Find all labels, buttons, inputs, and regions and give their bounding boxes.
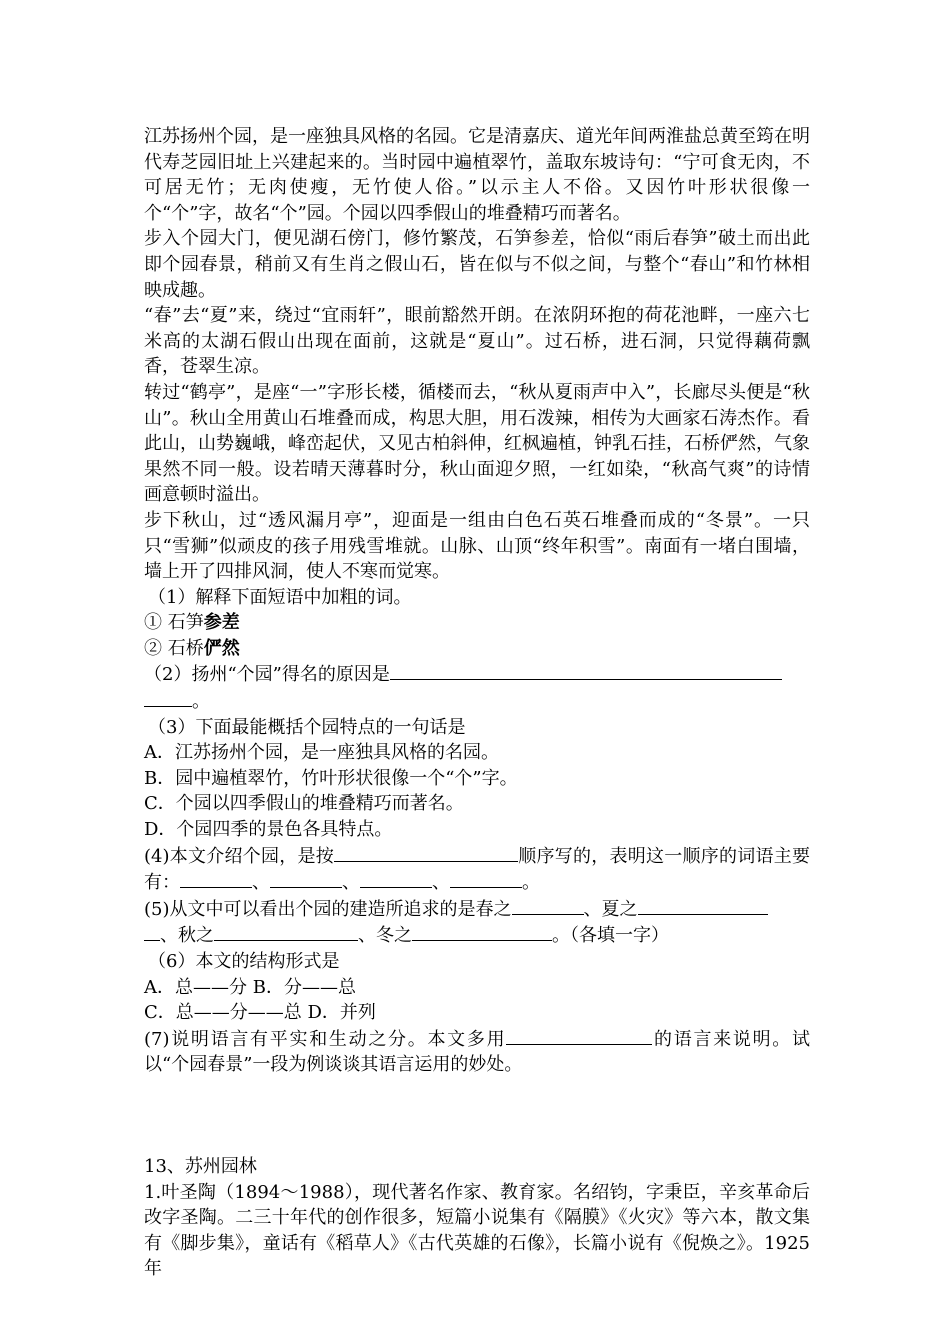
answer-blank[interactable] [390, 661, 782, 680]
article-paragraph: 江苏扬州个园，是一座独具风格的名园。它是清嘉庆、道光年间两淮盐总黄至筠在明代寿芝园旧址上兴建起来的。当时园中遍植翠竹，盖取东坡诗句：“宁可食无肉，不可居无竹；无肉使瘦，无竹使人俗。”以示主人不俗。又因竹叶形状很像一个“个”字，故名“个”园。个园以四季假山的堆叠精巧而著名。 [144, 126, 810, 224]
question-5: (5)从文中可以看出个园的建造所追求的是春之 、夏之 、秋之 、冬之 。（各填一字） [144, 896, 810, 949]
answer-blank[interactable] [512, 896, 584, 915]
article-paragraph: 步下秋山，过“透风漏月亭”，迎面是一组由白色石英石堆叠而成的“冬景”。一只只“雪狮”似顽皮的孩子用残雪堆就。山脉、山顶“终年积雪”。南面有一堵白围墙，墙上开了四排风洞，使人不寒而觉寒。 [144, 509, 810, 583]
answer-blank[interactable] [638, 896, 768, 915]
article-paragraph: “春”去“夏”来，绕过“宜雨轩”，眼前豁然开朗。在浓阴环抱的荷花池畔，一座六七米高的太湖石假山出现在面前，这就是“夏山”。过石桥，进石洞，只觉得藕荷飘香，苍翠生凉。 [144, 305, 810, 378]
answer-blank[interactable] [412, 922, 552, 941]
question-3-option-b: B．园中遍植翠竹，竹叶形状很像一个“个”字。 [144, 767, 518, 789]
section-title: 13、苏州园林 [144, 1155, 257, 1177]
answer-blank[interactable] [450, 869, 522, 888]
answer-blank[interactable] [144, 922, 160, 941]
question-6-options-cd: C．总——分——总 D．并列 [144, 1002, 376, 1024]
question-1-prompt: （1）解释下面短语中加粗的词。 [148, 586, 412, 608]
section-paragraph: 1.叶圣陶（1894～1988），现代著名作家、教育家。名绍钧，字秉臣，辛亥革命后改字圣陶。二三十年代的创作很多，短篇小说集有《隔膜》《火灾》等六本，散文集有《脚步集》，童话有《稻草人》《古代英雄的石像》，长篇小说有《倪焕之》。1925年 [144, 1181, 810, 1280]
question-3-option-d: D．个园四季的景色各具特点。 [144, 819, 393, 841]
question-4: (4)本文介绍个园，是按 顺序写的，表明这一顺序的词语主要有： 、 、 、 。 [144, 843, 810, 896]
answer-blank[interactable] [144, 688, 192, 707]
question-3-option-a: A．江苏扬州个园，是一座独具风格的名园。 [144, 742, 499, 764]
answer-blank[interactable] [334, 843, 518, 862]
answer-blank[interactable] [506, 1026, 652, 1045]
answer-blank[interactable] [360, 869, 432, 888]
question-6-options-ab: A．总——分 B．分——总 [144, 976, 356, 998]
question-1-item-1: ① 石笋参差 [144, 612, 240, 634]
question-3-prompt: （3）下面最能概括个园特点的一句话是 [148, 716, 466, 738]
article-paragraph: 转过“鹤亭”，是座“一”字形长楼，循楼而去，“秋从夏雨声中入”，长廊尽头便是“秋山”。秋山全用黄山石堆叠而成，构思大胆，用石泼辣，相传为大画家石涛杰作。看此山，山势巍峨，峰峦起伏，又见古柏斜伸，红枫遍植，钟乳石挂，石桥俨然，气象果然不同一般。设若晴天薄暮时分，秋山面迎夕照，一红如染，“秋高气爽”的诗情画意顿时溢出。 [144, 381, 810, 506]
question-1-item-2: ② 石桥俨然 [144, 637, 240, 659]
question-3-option-c: C．个园以四季假山的堆叠精巧而著名。 [144, 793, 464, 815]
answer-blank[interactable] [214, 922, 358, 941]
answer-blank[interactable] [270, 869, 342, 888]
question-7: (7)说明语言有平实和生动之分。本文多用 的语言来说明。试以“个园春景”一段为例谈谈其语言运用的妙处。 [144, 1026, 810, 1078]
question-2: （2）扬州“个园”得名的原因是 。 [144, 661, 810, 714]
answer-blank[interactable] [180, 869, 252, 888]
document-page [144, 124, 810, 1282]
article-paragraph: 步入个园大门，便见湖石傍门，修竹繁茂，石笋参差，恰似“雨后春笋”破土而出此即个园春景，稍前又有生肖之假山石，皆在似与不似之间，与整个“春山”和竹林相映成趣。 [144, 228, 810, 301]
question-6-prompt: （6）本文的结构形式是 [148, 951, 340, 972]
